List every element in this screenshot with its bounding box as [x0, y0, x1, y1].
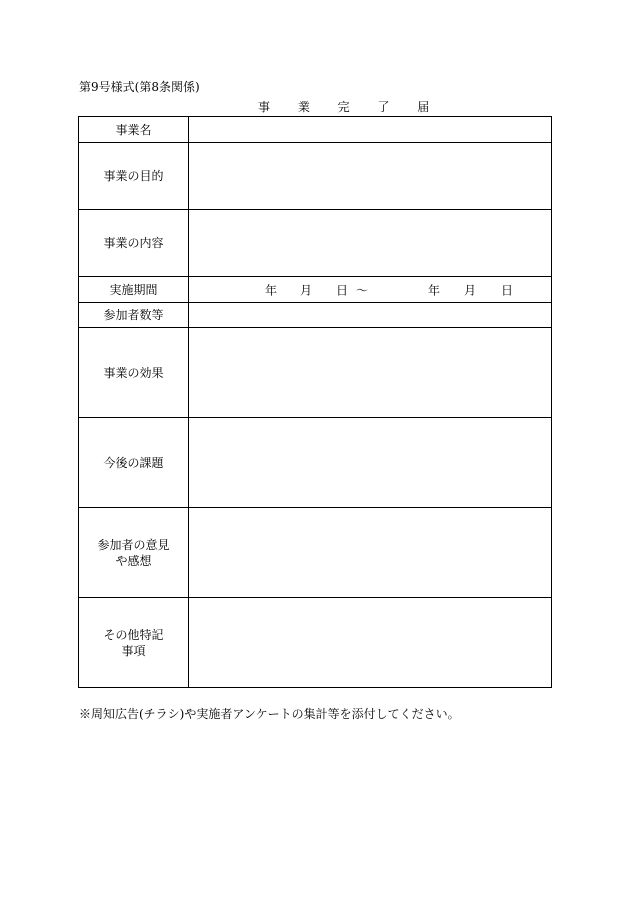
field-participant-opinions[interactable] [189, 508, 552, 598]
label-participant-opinions-line2: や感想 [115, 553, 152, 568]
period-fields [189, 277, 551, 302]
field-other-notes[interactable] [189, 598, 552, 688]
label-other-notes [79, 598, 189, 688]
field-participants[interactable] [189, 303, 552, 328]
label-participants: 参加者数等 [79, 303, 189, 328]
period-end-month: 月 [464, 283, 477, 297]
label-project-content: 事業の内容 [79, 210, 189, 277]
table-row-participants [79, 303, 552, 328]
period-end-year: 年 [428, 283, 441, 297]
completion-report-table [78, 116, 552, 688]
period-end-day: 日 [501, 283, 514, 297]
label-effects: 事業の効果 [79, 328, 189, 418]
label-participant-opinions-line1: 参加者の意見 [97, 537, 170, 552]
label-project-purpose: 事業の目的 [79, 143, 189, 210]
label-project-name: 事業名 [79, 117, 189, 143]
label-period: 実施期間 [79, 277, 189, 303]
label-other-notes-line1: その他特記 [103, 627, 164, 642]
period-separator: ～ [356, 283, 369, 297]
table-row-period [79, 277, 552, 303]
table-row-participant-opinions [79, 508, 552, 598]
period-start-month: 月 [300, 283, 313, 297]
field-project-name[interactable] [189, 117, 552, 143]
table-row-other-notes [79, 598, 552, 688]
period-start-year: 年 [265, 283, 278, 297]
field-period[interactable] [189, 277, 552, 303]
table-row-project-purpose [79, 143, 552, 210]
form-number: 第9号様式(第8条関係) [79, 80, 200, 94]
table-row-effects [79, 328, 552, 418]
field-project-content[interactable] [189, 210, 552, 277]
document-title: 事 業 完 了 届 [258, 100, 442, 114]
label-participant-opinions [79, 508, 189, 598]
period-start-day: 日 [336, 283, 349, 297]
table-row-future-issues [79, 418, 552, 508]
field-project-purpose[interactable] [189, 143, 552, 210]
label-future-issues: 今後の課題 [79, 418, 189, 508]
attachment-note: ※周知広告(チラシ)や実施者アンケートの集計等を添付してください。 [79, 707, 460, 721]
field-future-issues[interactable] [189, 418, 552, 508]
field-effects[interactable] [189, 328, 552, 418]
label-other-notes-line2: 事項 [121, 643, 146, 658]
table-row-project-content [79, 210, 552, 277]
table-row-project-name [79, 117, 552, 143]
